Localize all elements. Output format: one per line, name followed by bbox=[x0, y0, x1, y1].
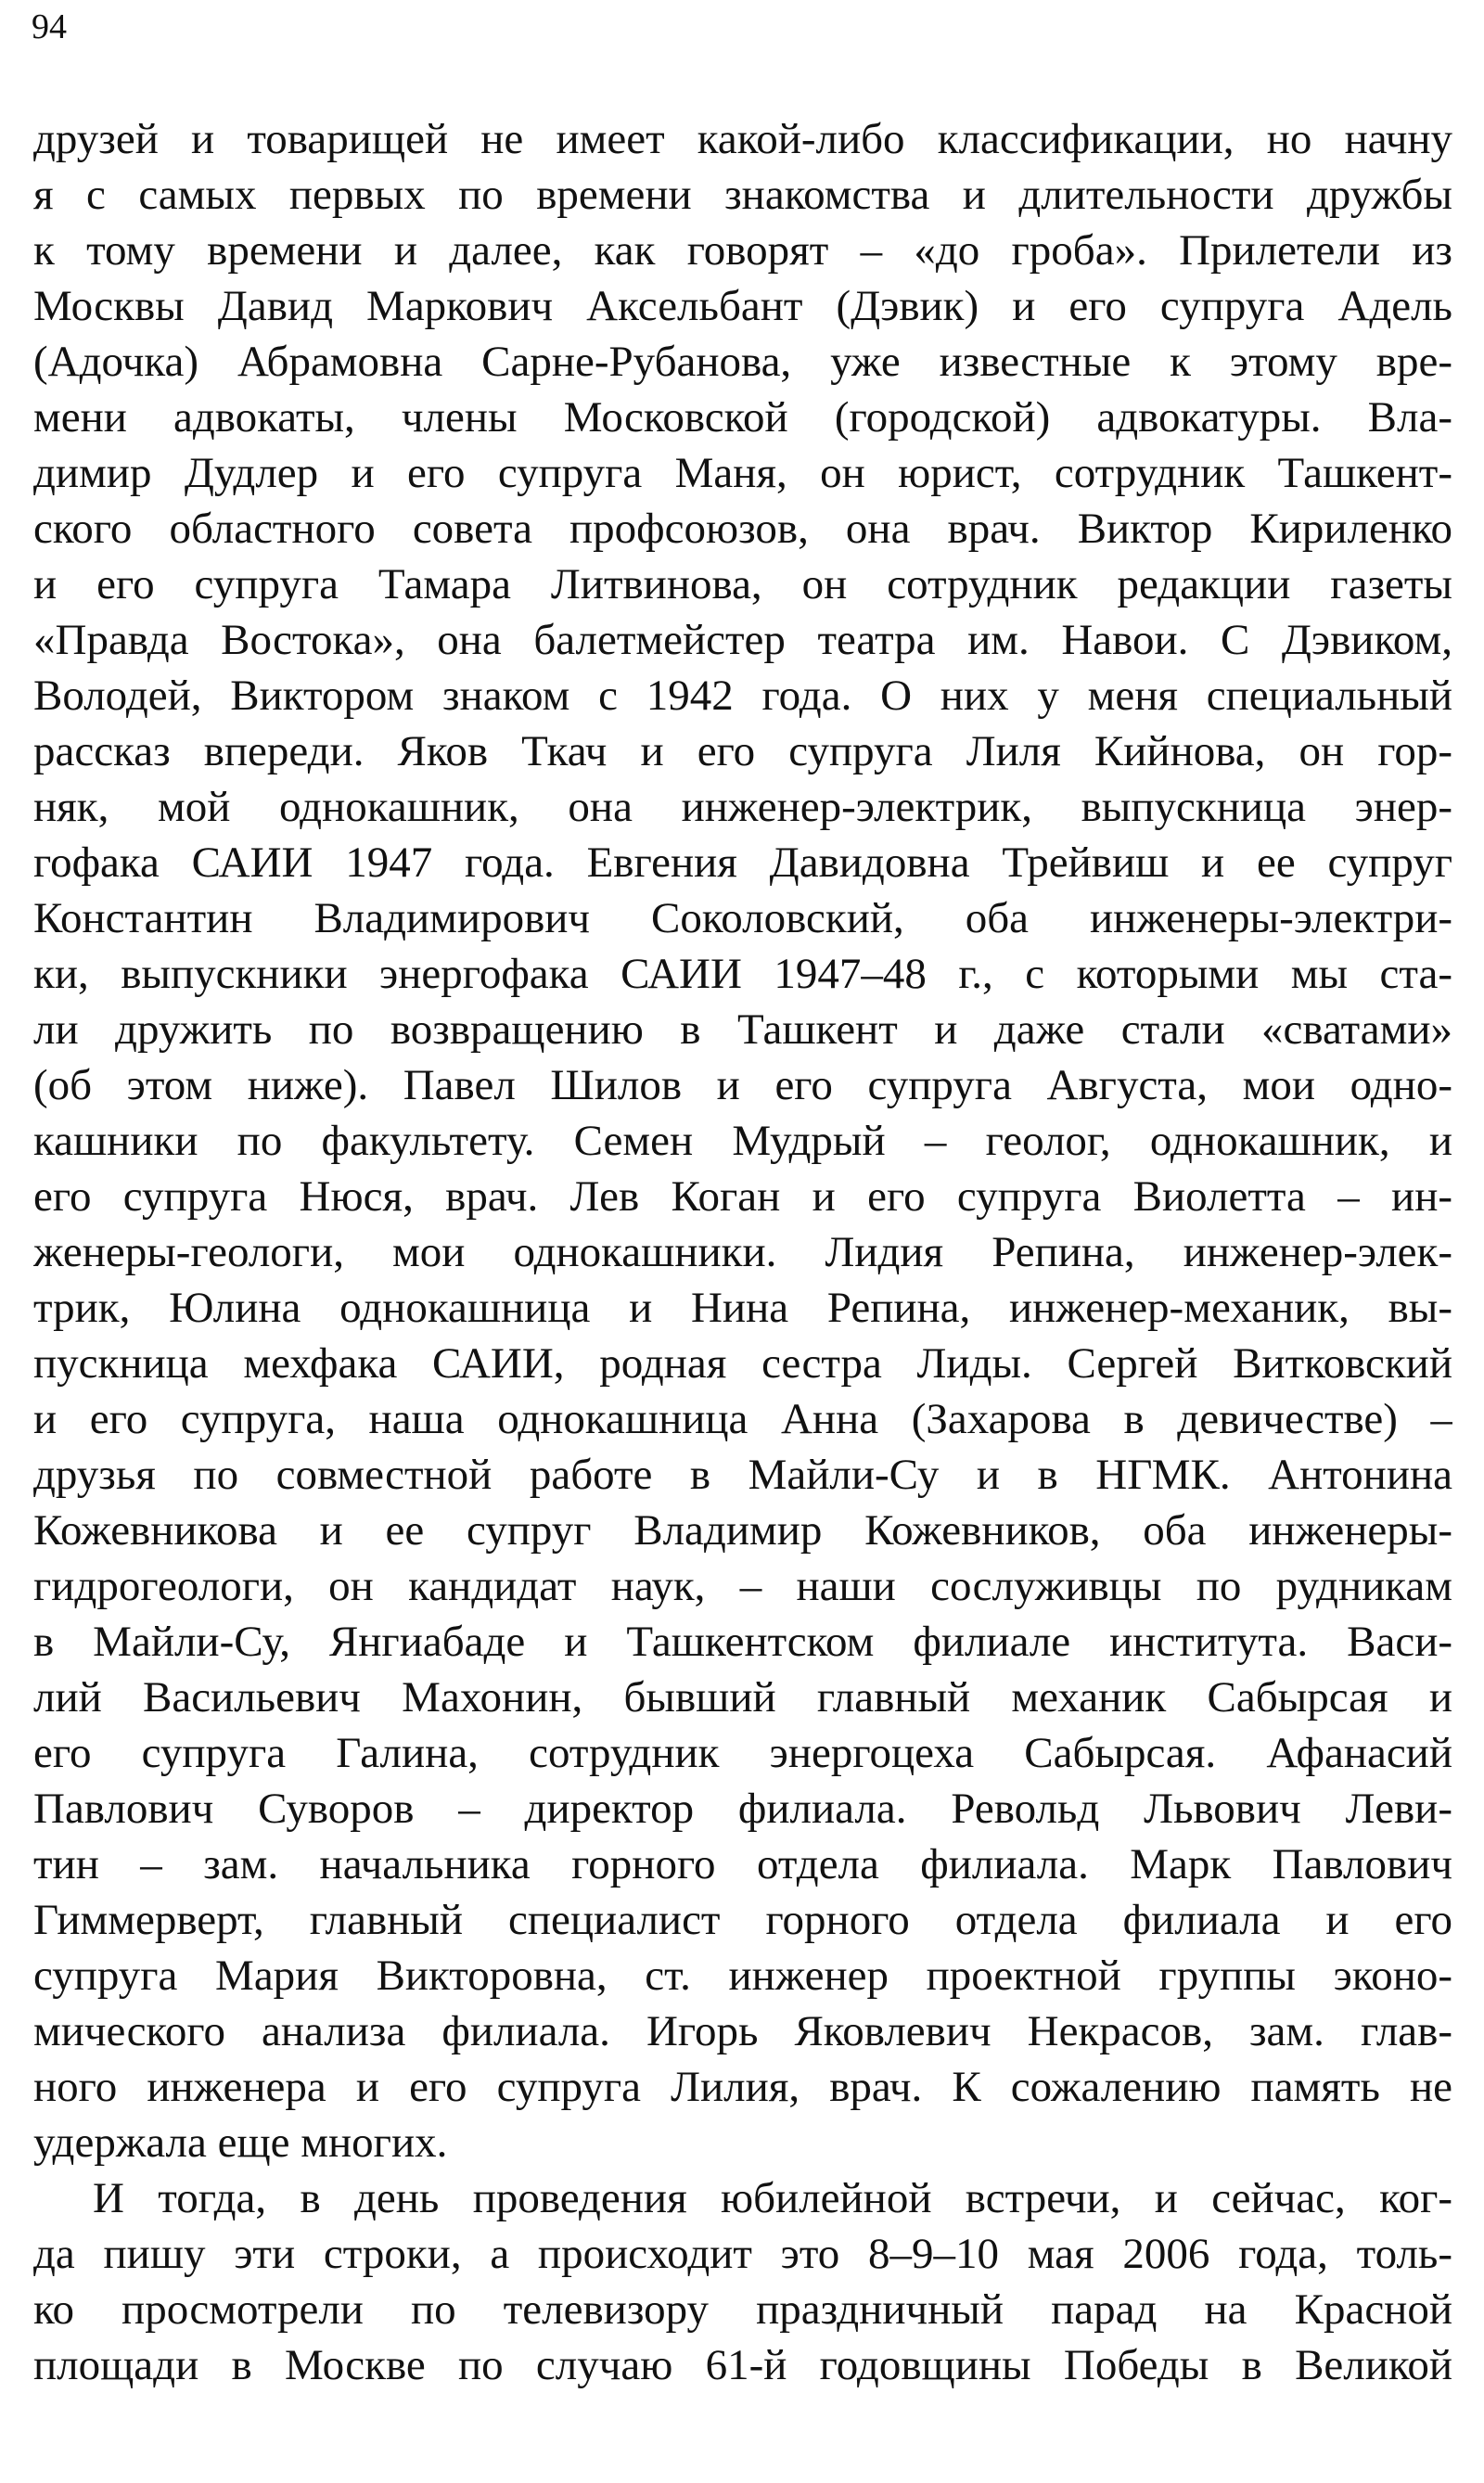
text-line: его супруга Нюся, врач. Лев Коган и его супруга Виолетта – ин- bbox=[33, 1172, 1452, 1221]
text-line: гофака САИИ 1947 года. Евгения Давидовна Трейвиш и ее супруг bbox=[33, 838, 1452, 887]
text-line: пускница мехфака САИИ, родная сестра Лиды. Сергей Витковский bbox=[33, 1339, 1452, 1388]
text-line: тин – зам. начальника горного отдела филиала. Марк Павлович bbox=[33, 1840, 1452, 1888]
text-line: лий Васильевич Махонин, бывший главный механик Сабырсая и bbox=[33, 1673, 1452, 1721]
text-line: Кожевникова и ее супруг Владимир Кожевников, оба инженеры- bbox=[33, 1506, 1452, 1555]
text-line: Константин Владимирович Соколовский, оба инженеры-электри- bbox=[33, 894, 1452, 942]
text-line: ко просмотрели по телевизору праздничный парад на Красной bbox=[33, 2285, 1452, 2334]
text-line: гидрогеологи, он кандидат наук, – наши сослуживцы по рудникам bbox=[33, 1562, 1452, 1610]
text-line: ного инженера и его супруга Лилия, врач. К сожалению память не bbox=[33, 2063, 1452, 2111]
text-line: и его супруга, наша однокашница Анна (Захарова в девичестве) – bbox=[33, 1395, 1452, 1443]
text-line: ли дружить по возвращению в Ташкент и даже стали «сватами» bbox=[33, 1005, 1452, 1054]
text-line: к тому времени и далее, как говорят – «до гроба». Прилетели из bbox=[33, 226, 1452, 275]
text-line: супруга Мария Викторовна, ст. инженер проектной группы эконо- bbox=[33, 1952, 1452, 2000]
text-line: я с самых первых по времени знакомства и длительности дружбы bbox=[33, 171, 1452, 219]
text-line: Москвы Давид Маркович Аксельбант (Дэвик) и его супруга Адель bbox=[33, 282, 1452, 330]
text-line: площади в Москве по случаю 61-й годовщины Победы в Великой bbox=[33, 2341, 1452, 2389]
text-line: рассказ впереди. Яков Ткач и его супруга Лиля Кийнова, он гор- bbox=[33, 727, 1452, 775]
text-line: его супруга Галина, сотрудник энергоцеха Сабырсая. Афанасий bbox=[33, 1729, 1452, 1777]
text-line: Гиммерверт, главный специалист горного отдела филиала и его bbox=[33, 1896, 1452, 1944]
text-line: и его супруга Тамара Литвинова, он сотрудник редакции газеты bbox=[33, 560, 1452, 608]
text-line: трик, Юлина однокашница и Нина Репина, инженер-механик, вы- bbox=[33, 1284, 1452, 1332]
text-line: да пишу эти строки, а происходит это 8–9–10 мая 2006 года, толь- bbox=[33, 2230, 1452, 2278]
body-text bbox=[33, 111, 1452, 2393]
text-line: Володей, Виктором знаком с 1942 года. О них у меня специальный bbox=[33, 672, 1452, 720]
text-line: (об этом ниже). Павел Шилов и его супруга Августа, мои одно- bbox=[33, 1061, 1452, 1109]
text-line: Павлович Суворов – директор филиала. Револьд Львович Леви- bbox=[33, 1785, 1452, 1833]
text-line: женеры-геологи, мои однокашники. Лидия Репина, инженер-элек- bbox=[33, 1228, 1452, 1276]
text-line: кашники по факультету. Семен Мудрый – геолог, однокашник, и bbox=[33, 1117, 1452, 1165]
text-line: мени адвокаты, члены Московской (городской) адвокатуры. Вла- bbox=[33, 393, 1452, 442]
text-line: димир Дудлер и его супруга Маня, он юрист, сотрудник Ташкент- bbox=[33, 449, 1452, 497]
text-line: ского областного совета профсоюзов, она врач. Виктор Кириленко bbox=[33, 505, 1452, 553]
page-number: 94 bbox=[32, 7, 67, 46]
paragraph-last-line: удержала еще многих. bbox=[33, 2118, 448, 2167]
paragraph-first-line: И тогда, в день проведения юбилейной встречи, и сейчас, ког- bbox=[93, 2174, 1452, 2222]
text-line: няк, мой однокашник, она инженер-электрик, выпускница энер- bbox=[33, 783, 1452, 831]
text-line: (Адочка) Абрамовна Сарне-Рубанова, уже известные к этому вре- bbox=[33, 338, 1452, 386]
text-line: «Правда Востока», она балетмейстер театра им. Навои. С Дэвиком, bbox=[33, 616, 1452, 664]
text-line: мического анализа филиала. Игорь Яковлевич Некрасов, зам. глав- bbox=[33, 2007, 1452, 2055]
text-line: друзья по совместной работе в Майли-Су и в НГМК. Антонина bbox=[33, 1451, 1452, 1499]
text-line: друзей и товарищей не имеет какой-либо классификации, но начну bbox=[33, 115, 1452, 163]
text-line: в Майли-Су, Янгиабаде и Ташкентском филиале института. Васи- bbox=[33, 1618, 1452, 1666]
text-line: ки, выпускники энергофака САИИ 1947–48 г., с которыми мы ста- bbox=[33, 950, 1452, 998]
